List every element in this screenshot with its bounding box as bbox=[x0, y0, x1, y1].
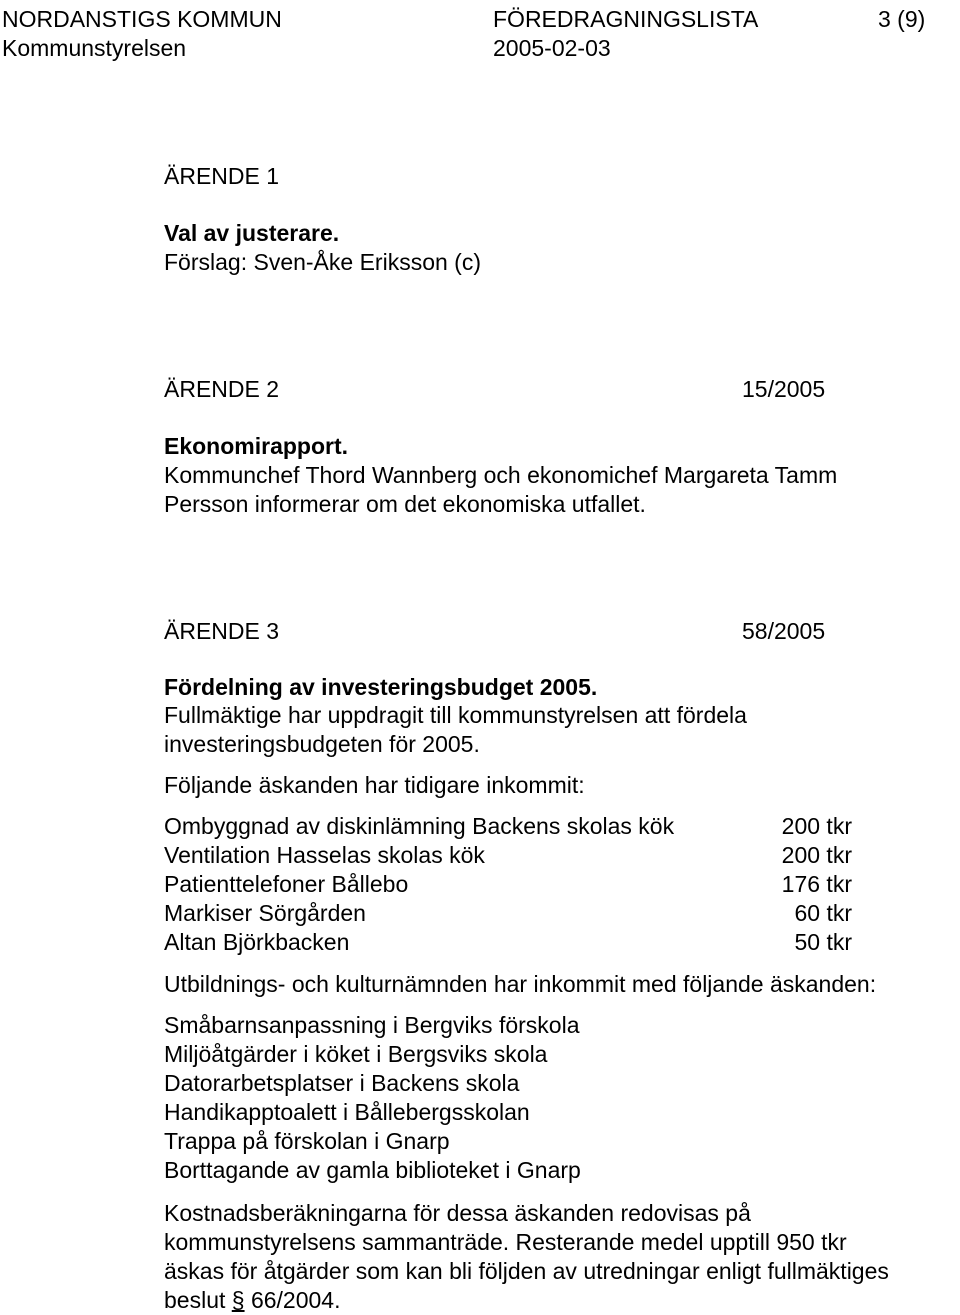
list-item: Småbarnsanpassning i Bergviks förskola bbox=[164, 1012, 580, 1038]
item-title: Ekonomirapport. bbox=[164, 433, 349, 459]
document-type: FÖREDRAGNINGSLISTA bbox=[493, 6, 759, 32]
request-row bbox=[164, 841, 852, 870]
item-text-line: investeringsbudgeten för 2005. bbox=[164, 731, 480, 757]
request-amount: 50 tkr bbox=[794, 929, 852, 955]
closing-prefix: beslut bbox=[164, 1287, 232, 1313]
list-item: Trappa på förskolan i Gnarp bbox=[164, 1128, 450, 1154]
closing-line: äskas för åtgärder som kan bli följden av utredningar enligt fullmäktiges bbox=[164, 1258, 889, 1284]
closing-suffix: 66/2004. bbox=[244, 1287, 341, 1313]
list-item: Borttagande av gamla biblioteket i Gnarp bbox=[164, 1157, 581, 1183]
org-name: NORDANSTIGS KOMMUN bbox=[2, 6, 282, 32]
closing-line: kommunstyrelsens sammanträde. Resterande medel upptill 950 tkr bbox=[164, 1229, 847, 1255]
page-number: 3 (9) bbox=[878, 6, 926, 32]
item-text-line: Förslag: Sven-Åke Eriksson (c) bbox=[164, 249, 481, 275]
item-heading: ÄRENDE 1 bbox=[164, 163, 280, 189]
section-sign: § bbox=[231, 1287, 245, 1313]
request-label: Ventilation Hasselas skolas kök bbox=[164, 842, 485, 868]
list-item: Miljöåtgärder i köket i Bergsviks skola bbox=[164, 1041, 548, 1067]
utb-request-list bbox=[164, 1011, 581, 1185]
request-row bbox=[164, 899, 852, 928]
item-title: Val av justerare. bbox=[164, 220, 340, 246]
request-amount: 200 tkr bbox=[781, 813, 852, 839]
item-case-number: 58/2005 bbox=[742, 618, 826, 644]
item-case-number: 15/2005 bbox=[742, 376, 826, 402]
closing-line: Kostnadsberäkningarna för dessa äskanden redovisas på bbox=[164, 1200, 751, 1226]
item-title: Fördelning av investeringsbudget 2005. bbox=[164, 674, 598, 700]
request-row bbox=[164, 870, 852, 899]
requests-table bbox=[164, 812, 852, 957]
request-row bbox=[164, 812, 852, 841]
request-amount: 60 tkr bbox=[794, 900, 852, 926]
list-item: Handikapptoalett i Bållebergsskolan bbox=[164, 1099, 530, 1125]
request-row bbox=[164, 928, 852, 957]
item-heading: ÄRENDE 3 bbox=[164, 618, 280, 644]
request-amount: 200 tkr bbox=[781, 842, 852, 868]
committee-name: Kommunstyrelsen bbox=[2, 35, 187, 61]
request-label: Markiser Sörgården bbox=[164, 900, 366, 926]
requests-intro: Följande äskanden har tidigare inkommit: bbox=[164, 772, 585, 798]
item-heading: ÄRENDE 2 bbox=[164, 376, 280, 402]
closing-paragraph bbox=[164, 1199, 889, 1315]
item-text-line: Kommunchef Thord Wannberg och ekonomichef Margareta Tamm bbox=[164, 462, 838, 488]
meeting-date: 2005-02-03 bbox=[493, 35, 611, 61]
request-label: Ombyggnad av diskinlämning Backens skolas kök bbox=[164, 813, 675, 839]
utb-intro: Utbildnings- och kulturnämnden har inkommit med följande äskanden: bbox=[164, 971, 877, 997]
request-label: Patienttelefoner Bållebo bbox=[164, 871, 409, 897]
list-item: Datorarbetsplatser i Backens skola bbox=[164, 1070, 520, 1096]
item-text-line: Persson informerar om det ekonomiska utfallet. bbox=[164, 491, 646, 517]
request-amount: 176 tkr bbox=[781, 871, 852, 897]
item-text-line: Fullmäktige har uppdragit till kommunstyrelsen att fördela bbox=[164, 702, 747, 728]
request-label: Altan Björkbacken bbox=[164, 929, 350, 955]
closing-last-line bbox=[164, 1286, 889, 1315]
